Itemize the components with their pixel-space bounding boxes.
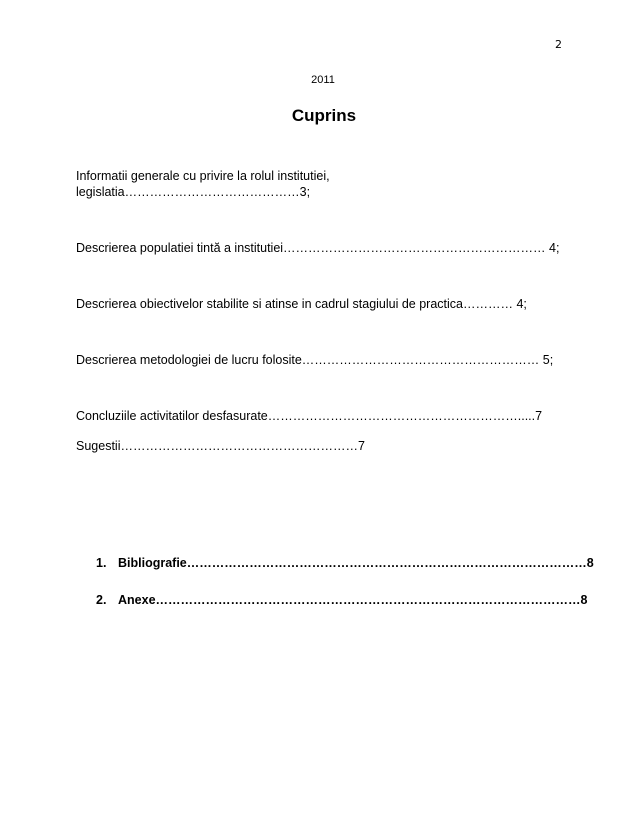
list-item-label: Anexe…………………………………………………………………………………………8 — [118, 593, 588, 607]
page-title — [0, 106, 638, 126]
toc-entry-suggestions: Sugestii…………………………………………………7 — [76, 439, 365, 453]
year-text: 2011 — [311, 74, 335, 86]
toc-entry-objectives: Descrierea obiectivelor stabilite si atinse in cadrul stagiului de practica………… 4; — [76, 297, 527, 311]
toc-entry-annexes — [96, 592, 587, 608]
page-number: 2 — [555, 38, 562, 51]
list-item-label: Bibliografie……………………………………………………………………………………8 — [118, 556, 594, 570]
page-title-text: Cuprins — [291, 106, 357, 125]
year — [4, 74, 638, 86]
toc-entry-conclusions: Concluziile activitatilor desfasurate…………………………………………………….....7 — [76, 409, 543, 423]
list-number: 1. — [96, 556, 107, 570]
toc-entry-methodology: Descrierea metodologiei de lucru folosite………………………………………………… 5; — [76, 353, 554, 367]
toc-entry-legislation: legislatia……………………………………3; — [76, 185, 311, 199]
toc-entry-general-info: Informatii generale cu privire la rolul institutiei, — [76, 169, 330, 183]
list-number: 2. — [96, 593, 107, 607]
toc-entry-target-population: Descrierea populatiei tintă a institutiei……………………………………………………… 4; — [76, 241, 560, 255]
toc-entry-bibliography — [96, 555, 594, 571]
